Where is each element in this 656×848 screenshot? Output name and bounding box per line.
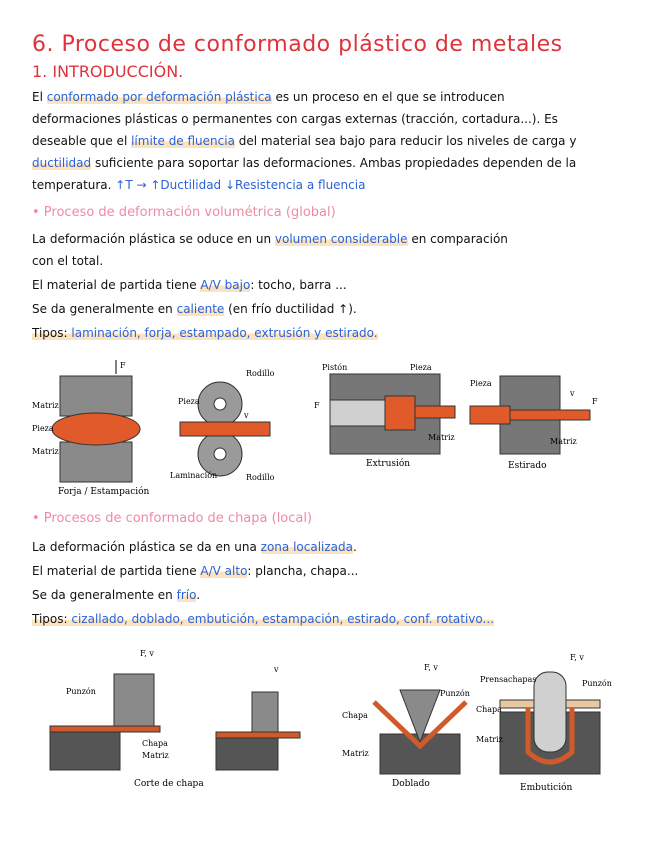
svg-text:F: F xyxy=(120,361,126,370)
vol-line-4: Se da generalmente en caliente (en frío ductilidad ↑). xyxy=(32,302,357,316)
bulk-processes-figure xyxy=(30,356,630,496)
svg-text:F, v: F, v xyxy=(570,653,584,662)
svg-text:v: v xyxy=(244,411,249,420)
svg-text:Pistón: Pistón xyxy=(322,363,348,372)
vol-line-1: La deformación plástica se oduce en un volumen considerable en comparación xyxy=(32,232,508,246)
svg-text:Rodillo: Rodillo xyxy=(246,369,275,378)
sheet-line-1: La deformación plástica se da en una zona localizada. xyxy=(32,540,357,554)
laminacion-caption: Laminación xyxy=(170,471,218,480)
forja-diagram xyxy=(32,360,150,496)
svg-text:Matriz: Matriz xyxy=(428,433,455,442)
vol-line-2: con el total. xyxy=(32,254,104,268)
sheet-heading: • Procesos de conformado de chapa (local) xyxy=(32,511,313,526)
svg-text:Chapa: Chapa xyxy=(342,711,368,720)
doblado-diagram xyxy=(342,663,470,789)
svg-text:Pieza: Pieza xyxy=(178,397,200,406)
vol-line-5: Tipos: laminación, forja, estampado, extrusión y estirado. xyxy=(32,326,378,340)
term-ductilidad: ductilidad xyxy=(32,156,92,170)
svg-text:v: v xyxy=(570,389,575,398)
doblado-caption: Doblado xyxy=(392,779,430,789)
svg-text:Pieza: Pieza xyxy=(470,379,492,388)
svg-text:Chapa: Chapa xyxy=(142,739,168,748)
term-volumen: volumen considerable xyxy=(274,232,408,246)
svg-text:F, v: F, v xyxy=(140,649,154,658)
forja-caption: Forja / Estampación xyxy=(58,487,150,496)
svg-text:Matriz: Matriz xyxy=(550,437,577,446)
term-conformado: conformado por deformación plástica xyxy=(46,90,272,104)
section-subtitle: 1. INTRODUCCIÓN. xyxy=(32,62,184,81)
svg-text:F: F xyxy=(592,397,598,406)
svg-text:Matriz: Matriz xyxy=(476,735,503,744)
sheet-line-2: El material de partida tiene A/V alto: plancha, chapa... xyxy=(32,564,359,578)
svg-text:Punzón: Punzón xyxy=(582,679,612,688)
page-title: 6. Proceso de conformado plástico de metales xyxy=(32,32,563,57)
svg-text:Chapa: Chapa xyxy=(476,705,502,714)
sheet-line-3: Se da generalmente en frío. xyxy=(32,588,201,602)
estirado-caption: Estirado xyxy=(508,461,547,471)
embuticion-diagram xyxy=(476,653,612,793)
estirado-diagram xyxy=(470,376,598,471)
intro-line-3: deseable que el límite de fluencia del material sea bajo para reducir los niveles de carga y xyxy=(32,134,577,148)
svg-text:Matriz: Matriz xyxy=(342,749,369,758)
term-limite-fluencia: límite de fluencia xyxy=(131,134,235,148)
extrusion-diagram xyxy=(314,363,455,469)
svg-text:F, v: F, v xyxy=(424,663,438,672)
svg-text:Pieza: Pieza xyxy=(410,363,432,372)
svg-text:Punzón: Punzón xyxy=(66,687,96,696)
corte-diagram-2 xyxy=(216,665,300,770)
svg-text:Pieza: Pieza xyxy=(32,424,54,433)
svg-text:Matriz: Matriz xyxy=(142,751,169,760)
extrusion-caption: Extrusión xyxy=(366,459,411,469)
embuticion-caption: Embutición xyxy=(520,783,573,793)
svg-text:Rodillo: Rodillo xyxy=(246,473,275,482)
svg-text:Matriz: Matriz xyxy=(32,401,59,410)
volumetric-heading: • Proceso de deformación volumétrica (global) xyxy=(32,205,336,220)
intro-line-5: temperatura. ↑T → ↑Ductilidad ↓Resistencia a fluencia xyxy=(32,178,366,192)
svg-text:F: F xyxy=(314,401,320,410)
vol-line-3: El material de partida tiene A/V bajo: tocho, barra ... xyxy=(32,278,347,292)
svg-text:v: v xyxy=(274,665,279,674)
svg-text:Punzón: Punzón xyxy=(440,689,470,698)
intro-line-1: El conformado por deformación plástica es un proceso en el que se introducen xyxy=(32,90,505,104)
temperature-rule: ↑T → ↑Ductilidad ↓Resistencia a fluencia xyxy=(115,178,366,192)
corte-caption: Corte de chapa xyxy=(134,779,204,789)
svg-text:Prensachapas: Prensachapas xyxy=(480,675,537,684)
intro-line-4: ductilidad suficiente para soportar las deformaciones. Ambas propiedades dependen de la xyxy=(32,156,577,170)
sheet-processes-figure xyxy=(30,642,630,802)
sheet-line-4: Tipos: cizallado, doblado, embutición, estampación, estirado, conf. rotativo... xyxy=(32,612,494,626)
svg-text:Matriz: Matriz xyxy=(32,447,59,456)
laminacion-diagram xyxy=(170,369,275,482)
intro-line-2: deformaciones plásticas o permanentes con cargas externas (tracción, cortadura...). Es xyxy=(32,112,558,126)
corte-diagram-1 xyxy=(50,649,204,789)
